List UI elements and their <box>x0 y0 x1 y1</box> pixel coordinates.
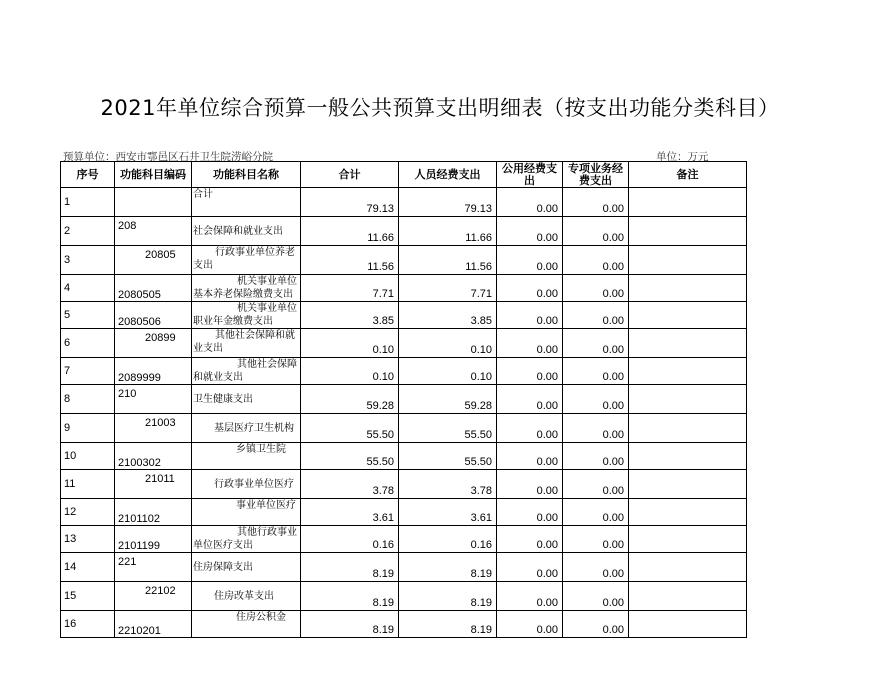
cell-special: 0.00 <box>563 470 629 499</box>
cell-personnel: 55.50 <box>399 414 497 443</box>
cell-personnel: 0.10 <box>399 329 497 358</box>
cell-total: 59.28 <box>301 385 399 414</box>
table-row <box>61 217 747 246</box>
cell-seq: 6 <box>61 329 115 358</box>
cell-seq: 12 <box>61 499 115 526</box>
cell-code: 2101102 <box>115 499 192 526</box>
cell-public: 0.00 <box>497 582 563 611</box>
cell-seq: 1 <box>61 188 115 217</box>
cell-public: 0.00 <box>497 526 563 553</box>
cell-name <box>192 526 301 553</box>
cell-special: 0.00 <box>563 302 629 329</box>
cell-name: 乡镇卫生院 <box>192 443 301 470</box>
cell-seq: 15 <box>61 582 115 611</box>
cell-name: 卫生健康支出 <box>192 385 301 414</box>
cell-total: 11.56 <box>301 246 399 275</box>
cell-note <box>629 553 747 582</box>
cell-total: 0.16 <box>301 526 399 553</box>
cell-total: 79.13 <box>301 188 399 217</box>
cell-special: 0.00 <box>563 385 629 414</box>
cell-note <box>629 246 747 275</box>
table-row <box>61 553 747 582</box>
cell-code: 2089999 <box>115 358 192 385</box>
cell-seq: 5 <box>61 302 115 329</box>
cell-note <box>629 385 747 414</box>
cell-note <box>629 302 747 329</box>
cell-name: 合计 <box>192 188 301 217</box>
cell-note <box>629 499 747 526</box>
cell-total: 0.10 <box>301 329 399 358</box>
table-row <box>61 526 747 553</box>
cell-name <box>192 302 301 329</box>
cell-code: 210 <box>115 385 192 414</box>
cell-public: 0.00 <box>497 385 563 414</box>
cell-special: 0.00 <box>563 553 629 582</box>
cell-code: 2080506 <box>115 302 192 329</box>
cell-note <box>629 611 747 638</box>
cell-personnel: 59.28 <box>399 385 497 414</box>
cell-special: 0.00 <box>563 582 629 611</box>
page-title: 2021年单位综合预算一般公共预算支出明细表（按支出功能分类科目） <box>100 96 780 120</box>
cell-note <box>629 582 747 611</box>
cell-name: 住房公积金 <box>192 611 301 638</box>
cell-public: 0.00 <box>497 611 563 638</box>
cell-personnel: 7.71 <box>399 275 497 302</box>
cell-name <box>192 275 301 302</box>
cell-total: 11.66 <box>301 217 399 246</box>
cell-public: 0.00 <box>497 358 563 385</box>
cell-seq: 10 <box>61 443 115 470</box>
cell-total: 3.85 <box>301 302 399 329</box>
cell-special: 0.00 <box>563 499 629 526</box>
table-row <box>61 329 747 358</box>
cell-special: 0.00 <box>563 443 629 470</box>
cell-total: 7.71 <box>301 275 399 302</box>
cell-personnel: 3.61 <box>399 499 497 526</box>
cell-code: 21003 <box>115 414 192 443</box>
cell-special: 0.00 <box>563 358 629 385</box>
cell-personnel: 11.66 <box>399 217 497 246</box>
cell-code: 21011 <box>115 470 192 499</box>
cell-special: 0.00 <box>563 275 629 302</box>
table-row <box>61 302 747 329</box>
table-row <box>61 188 747 217</box>
header-note: 备注 <box>629 162 747 188</box>
table-row <box>61 385 747 414</box>
cell-personnel: 11.56 <box>399 246 497 275</box>
cell-note <box>629 443 747 470</box>
cell-name: 住房改革支出 <box>192 582 301 611</box>
cell-total: 55.50 <box>301 443 399 470</box>
cell-code: 2101199 <box>115 526 192 553</box>
cell-note <box>629 275 747 302</box>
cell-special: 0.00 <box>563 246 629 275</box>
header-seq: 序号 <box>61 162 115 188</box>
cell-note <box>629 470 747 499</box>
cell-personnel: 3.78 <box>399 470 497 499</box>
cell-note <box>629 358 747 385</box>
cell-special: 0.00 <box>563 188 629 217</box>
cell-public: 0.00 <box>497 443 563 470</box>
cell-public: 0.00 <box>497 470 563 499</box>
header-public: 公用经费支出 <box>497 162 563 188</box>
cell-public: 0.00 <box>497 553 563 582</box>
cell-seq: 11 <box>61 470 115 499</box>
cell-code: 208 <box>115 217 192 246</box>
cell-name <box>192 358 301 385</box>
cell-personnel: 79.13 <box>399 188 497 217</box>
cell-personnel: 0.16 <box>399 526 497 553</box>
cell-code: 22102 <box>115 582 192 611</box>
cell-special: 0.00 <box>563 611 629 638</box>
cell-special: 0.00 <box>563 414 629 443</box>
table-row <box>61 246 747 275</box>
cell-code: 20805 <box>115 246 192 275</box>
table-row <box>61 470 747 499</box>
cell-personnel: 8.19 <box>399 582 497 611</box>
header-name: 功能科目名称 <box>192 162 301 188</box>
cell-personnel: 8.19 <box>399 611 497 638</box>
cell-special: 0.00 <box>563 526 629 553</box>
header-code: 功能科目编码 <box>115 162 192 188</box>
cell-seq: 7 <box>61 358 115 385</box>
cell-seq: 8 <box>61 385 115 414</box>
header-personnel: 人员经费支出 <box>399 162 497 188</box>
table-header-row <box>61 162 747 188</box>
cell-name-text: 机关事业单位职业年金缴费支出 <box>193 303 297 327</box>
cell-personnel: 8.19 <box>399 553 497 582</box>
money-unit-label: 单位：万元 <box>656 151 709 163</box>
cell-special: 0.00 <box>563 329 629 358</box>
cell-seq: 16 <box>61 611 115 638</box>
cell-public: 0.00 <box>497 414 563 443</box>
cell-note <box>629 329 747 358</box>
cell-seq: 3 <box>61 246 115 275</box>
table-row <box>61 358 747 385</box>
cell-name-text: 行政事业单位养老支出 <box>193 247 295 271</box>
table-row <box>61 275 747 302</box>
cell-seq: 13 <box>61 526 115 553</box>
cell-public: 0.00 <box>497 217 563 246</box>
cell-public: 0.00 <box>497 302 563 329</box>
cell-code: 2100302 <box>115 443 192 470</box>
cell-name: 社会保障和就业支出 <box>192 217 301 246</box>
cell-name-text: 其他社会保障和就业支出 <box>193 330 295 354</box>
cell-name: 事业单位医疗 <box>192 499 301 526</box>
cell-seq: 9 <box>61 414 115 443</box>
cell-code: 2080505 <box>115 275 192 302</box>
cell-public: 0.00 <box>497 499 563 526</box>
cell-note <box>629 188 747 217</box>
cell-name <box>192 246 301 275</box>
cell-note <box>629 414 747 443</box>
cell-code: 2210201 <box>115 611 192 638</box>
cell-name: 行政事业单位医疗 <box>192 470 301 499</box>
cell-name: 基层医疗卫生机构 <box>192 414 301 443</box>
cell-name-text: 机关事业单位基本养老保险缴费支出 <box>193 276 297 300</box>
budget-table <box>60 161 747 638</box>
cell-public: 0.00 <box>497 188 563 217</box>
cell-total: 0.10 <box>301 358 399 385</box>
cell-total: 55.50 <box>301 414 399 443</box>
cell-note <box>629 526 747 553</box>
cell-note <box>629 217 747 246</box>
cell-name-text: 其他行政事业单位医疗支出 <box>193 527 297 551</box>
budget-unit-label: 预算单位：西安市鄠邑区石井卫生院涝峪分院 <box>63 151 273 163</box>
cell-seq: 14 <box>61 553 115 582</box>
cell-public: 0.00 <box>497 329 563 358</box>
cell-public: 0.00 <box>497 246 563 275</box>
cell-code: 20899 <box>115 329 192 358</box>
table-row <box>61 499 747 526</box>
cell-personnel: 3.85 <box>399 302 497 329</box>
cell-total: 8.19 <box>301 582 399 611</box>
cell-total: 8.19 <box>301 611 399 638</box>
cell-total: 8.19 <box>301 553 399 582</box>
cell-name-text: 其他社会保障和就业支出 <box>193 359 297 383</box>
cell-total: 3.61 <box>301 499 399 526</box>
header-special: 专项业务经费支出 <box>563 162 629 188</box>
cell-name: 住房保障支出 <box>192 553 301 582</box>
cell-code: 221 <box>115 553 192 582</box>
cell-personnel: 55.50 <box>399 443 497 470</box>
table-row <box>61 414 747 443</box>
cell-name <box>192 329 301 358</box>
cell-personnel: 0.10 <box>399 358 497 385</box>
table-row <box>61 611 747 638</box>
cell-special: 0.00 <box>563 217 629 246</box>
header-total: 合计 <box>301 162 399 188</box>
cell-code <box>115 188 192 217</box>
table-row <box>61 443 747 470</box>
cell-total: 3.78 <box>301 470 399 499</box>
table-row <box>61 582 747 611</box>
cell-seq: 4 <box>61 275 115 302</box>
cell-seq: 2 <box>61 217 115 246</box>
cell-public: 0.00 <box>497 275 563 302</box>
